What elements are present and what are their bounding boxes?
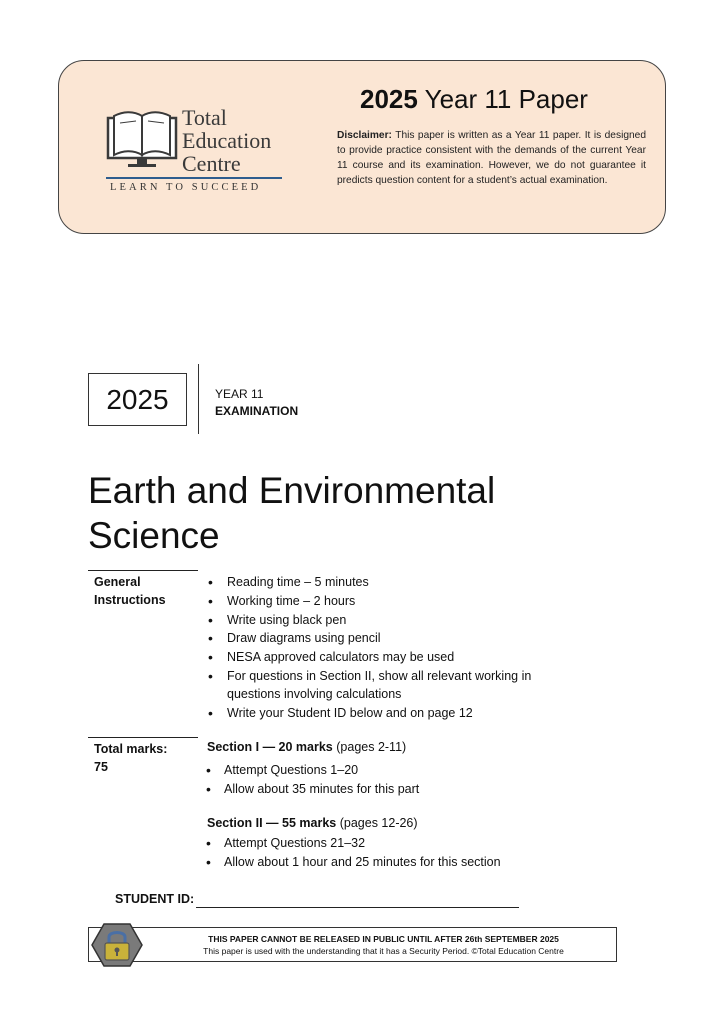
footer-release-notice: THIS PAPER CANNOT BE RELEASED IN PUBLIC UNTIL AFTER 26th SEPTEMBER 2025 — [208, 934, 559, 944]
section-1-title: Section I — 20 marks — [207, 740, 333, 754]
disclaimer-text: This paper is written as a Year 11 paper. It is designed to provide practice consistent with the demands of the current Year 11 course and its examination. However, we do not guarantee it predicts question content for a student’s actual examination. — [337, 130, 646, 186]
student-id-field[interactable] — [196, 907, 519, 908]
section-2-list — [204, 834, 564, 871]
paper-title — [360, 84, 588, 115]
paper-title-text: Year 11 Paper — [424, 84, 588, 114]
total-marks-label: Total marks: — [94, 742, 168, 756]
disclaimer — [337, 128, 646, 188]
section-rule — [88, 737, 198, 738]
general-instructions-list — [206, 573, 566, 723]
list-item: • NESA approved calculators may be used — [206, 648, 566, 667]
list-item: • For questions in Section II, show all relevant working in questions involving calculations — [206, 667, 566, 704]
logo-underline — [106, 177, 282, 179]
logo-name-line: Centre — [182, 151, 241, 176]
student-id-label: STUDENT ID: — [115, 892, 195, 906]
logo-name — [182, 106, 271, 175]
section-1-pages: (pages 2-11) — [336, 740, 407, 754]
list-item: • Reading time – 5 minutes — [206, 573, 566, 592]
section-2-heading — [207, 816, 418, 830]
list-item: • Attempt Questions 21–32 — [204, 834, 564, 853]
disclaimer-label: Disclaimer: — [337, 130, 392, 141]
logo-tagline: LEARN TO SUCCEED — [110, 182, 262, 193]
list-item: • Write using black pen — [206, 611, 566, 630]
total-marks — [94, 740, 194, 776]
logo-name-line: Total — [182, 105, 227, 130]
security-footer — [88, 927, 617, 962]
paper-year: 2025 — [360, 84, 418, 114]
padlock-icon — [91, 922, 143, 968]
list-item: • Working time – 2 hours — [206, 592, 566, 611]
list-item: • Attempt Questions 1–20 — [204, 761, 564, 780]
total-marks-value: 75 — [94, 760, 108, 774]
exam-level: YEAR 11 — [215, 387, 264, 401]
section-rule — [88, 570, 198, 571]
list-item: • Allow about 35 minutes for this part — [204, 780, 564, 799]
vertical-divider — [198, 364, 199, 434]
list-item: • Allow about 1 hour and 25 minutes for this section — [204, 853, 564, 872]
section-1-list — [204, 761, 564, 798]
logo-name-line: Education — [182, 128, 272, 153]
list-item: • Write your Student ID below and on page 12 — [206, 704, 566, 723]
section-2-pages: (pages 12-26) — [339, 816, 418, 830]
subject-title: Earth and Environmental Science — [88, 470, 496, 556]
book-monitor-icon — [106, 107, 178, 169]
section-1-heading — [207, 740, 406, 754]
section-2-title: Section II — 55 marks — [207, 816, 337, 830]
general-instructions-label: General Instructions — [94, 575, 166, 607]
footer-security-note: This paper is used with the understanding that it has a Security Period. ©Total Education Centre — [203, 946, 564, 956]
list-item: • Draw diagrams using pencil — [206, 629, 566, 648]
exam-label: EXAMINATION — [215, 404, 299, 418]
exam-year-box: 2025 — [88, 373, 187, 426]
